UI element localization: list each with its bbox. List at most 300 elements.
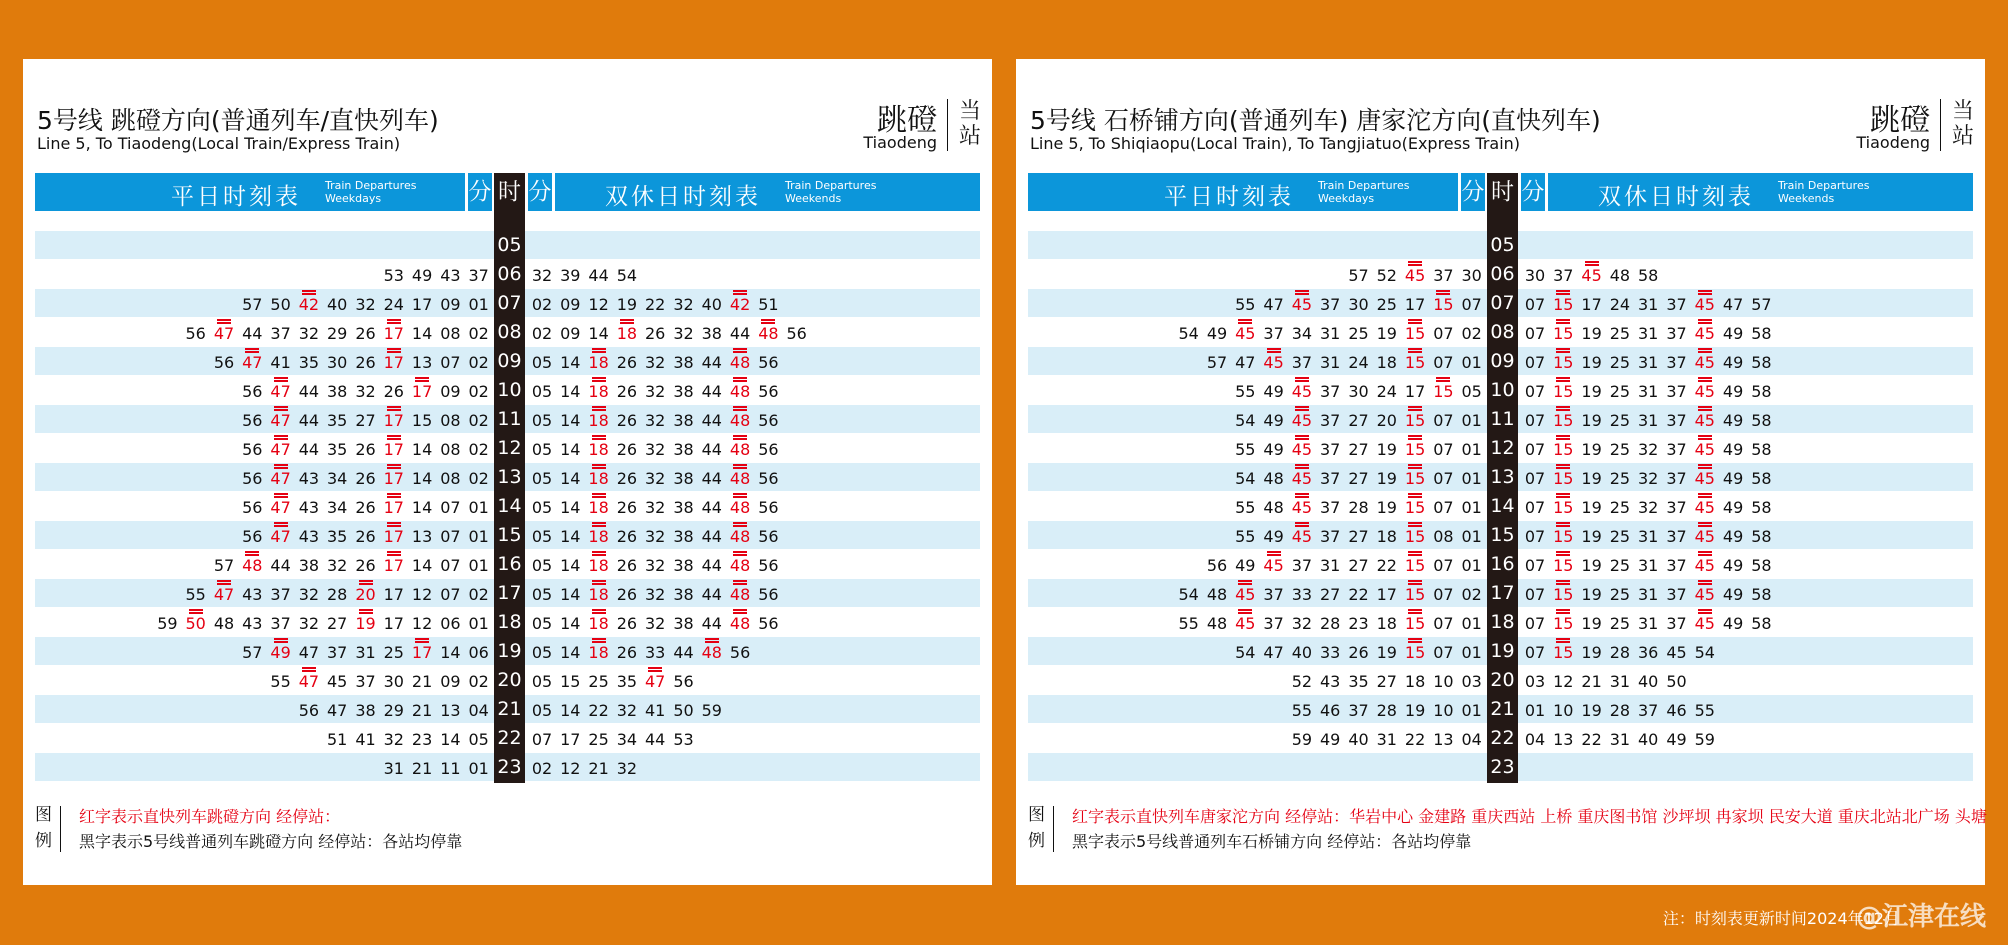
departure-minute: 08 — [440, 324, 461, 343]
express-departure-minute: 15 — [1543, 434, 1583, 463]
departure-minute: 05 — [531, 556, 553, 575]
weekday-banner — [35, 173, 465, 211]
departure-minute: 37 — [1638, 701, 1659, 720]
hour-label: 05 — [1490, 234, 1515, 256]
departure-minute: 56 — [213, 353, 235, 372]
departure-minute: 37 — [1666, 411, 1687, 430]
departure-minute: 51 — [327, 730, 348, 749]
departure-minute: 02 — [468, 585, 489, 604]
hour-label: 16 — [497, 553, 522, 575]
hour-label: 09 — [497, 350, 522, 372]
departure-minute: 35 — [327, 440, 348, 459]
departure-minute: 59 — [1291, 730, 1313, 749]
departure-minute: 37 — [355, 672, 376, 691]
weekend-title-cn: 双休日时刻表 — [605, 184, 761, 210]
departure-minute: 05 — [531, 643, 553, 662]
departure-minute: 28 — [1609, 643, 1631, 662]
departure-minute: 40 — [1638, 730, 1659, 749]
departure-minute: 59 — [1694, 730, 1715, 749]
departure-minute: 24 — [1609, 295, 1631, 314]
departure-minute: 05 — [468, 730, 489, 749]
departure-minute: 43 — [298, 527, 320, 546]
legend-heading: 图例 — [1028, 805, 1045, 851]
express-departure-minute: 45 — [1395, 260, 1435, 289]
express-departure-minute: 45 — [1282, 405, 1322, 434]
departure-minute: 31 — [1638, 556, 1659, 575]
departure-minute: 19 — [1581, 498, 1602, 517]
departure-minute: 01 — [468, 614, 489, 633]
hour-label: 14 — [497, 495, 522, 517]
departure-minute: 07 — [531, 730, 553, 749]
departure-minute: 17 — [383, 614, 404, 633]
departure-minute: 56 — [729, 643, 751, 662]
departure-minute: 37 — [270, 324, 291, 343]
hour-label: 08 — [497, 321, 522, 343]
express-departure-minute: 15 — [1543, 463, 1583, 492]
departure-minute: 56 — [758, 498, 779, 517]
express-departure-minute: 15 — [1395, 405, 1435, 434]
departure-minute: 57 — [1751, 295, 1772, 314]
express-departure-minute: 17 — [374, 347, 414, 376]
weekend-title-en: Train Departures Weekends — [1778, 179, 1870, 205]
departure-minute: 58 — [1751, 440, 1772, 459]
departure-minute: 38 — [673, 469, 694, 488]
hour-label: 13 — [1490, 466, 1515, 488]
departure-minute: 17 — [1404, 382, 1426, 401]
departure-minute: 30 — [327, 353, 348, 372]
departure-minute: 14 — [560, 614, 581, 633]
departure-minute: 01 — [1461, 440, 1482, 459]
departure-minute: 22 — [645, 295, 666, 314]
departure-minute: 02 — [468, 469, 489, 488]
departure-minute: 25 — [383, 643, 404, 662]
express-departure-minute: 45 — [1685, 289, 1725, 318]
departure-minute: 23 — [1348, 614, 1369, 633]
express-departure-minute: 45 — [1225, 579, 1265, 608]
weekday-minute-header: 分 — [1461, 173, 1485, 211]
departure-minute: 55 — [1235, 498, 1256, 517]
express-departure-minute: 15 — [1395, 318, 1435, 347]
departure-minute: 02 — [531, 295, 553, 314]
departure-minute: 49 — [1722, 411, 1744, 430]
hour-header: 时 — [498, 179, 521, 205]
departure-minute: 45 — [327, 672, 348, 691]
departure-minute: 32 — [645, 498, 666, 517]
departure-minute: 55 — [1235, 382, 1256, 401]
station-name-cn: 跳磴 — [877, 103, 937, 138]
departure-minute: 49 — [1722, 614, 1744, 633]
departure-minute: 09 — [440, 295, 461, 314]
express-departure-minute: 15 — [1395, 521, 1435, 550]
departure-minute: 03 — [1524, 672, 1546, 691]
departure-minute: 07 — [1433, 411, 1454, 430]
departure-minute: 30 — [1348, 382, 1369, 401]
departure-minute: 33 — [1320, 643, 1341, 662]
departure-minute: 44 — [701, 527, 722, 546]
express-departure-minute: 18 — [579, 434, 619, 463]
departure-minute: 49 — [1722, 324, 1744, 343]
departure-minute: 25 — [1609, 556, 1631, 575]
departure-minute: 14 — [560, 440, 581, 459]
departure-minute: 01 — [468, 759, 489, 778]
departure-minute: 26 — [616, 643, 638, 662]
departure-minute: 31 — [1638, 295, 1659, 314]
weekend-banner — [1548, 173, 1973, 211]
departure-minute: 17 — [411, 295, 433, 314]
departure-minute: 01 — [1461, 527, 1482, 546]
departure-minute: 56 — [758, 411, 779, 430]
express-departure-minute: 45 — [1685, 492, 1725, 521]
departure-minute: 26 — [355, 527, 376, 546]
departure-minute: 58 — [1751, 353, 1772, 372]
departure-minute: 02 — [531, 759, 553, 778]
departure-minute: 07 — [1524, 469, 1546, 488]
hour-label: 08 — [1490, 321, 1515, 343]
departure-minute: 26 — [355, 498, 376, 517]
watermark: @江津在线 — [1855, 902, 1986, 932]
departure-minute: 44 — [701, 353, 722, 372]
departure-minute: 31 — [1609, 672, 1631, 691]
hour-label: 22 — [497, 727, 522, 749]
departure-minute: 01 — [468, 295, 489, 314]
departure-minute: 19 — [1376, 440, 1397, 459]
express-departure-minute: 15 — [1395, 347, 1435, 376]
express-departure-minute: 15 — [1543, 521, 1583, 550]
departure-minute: 38 — [673, 411, 694, 430]
hour-label: 10 — [1490, 379, 1515, 401]
departure-minute: 47 — [1263, 295, 1284, 314]
departure-minute: 01 — [1461, 643, 1482, 662]
express-departure-minute: 15 — [1543, 550, 1583, 579]
express-departure-minute: 49 — [261, 637, 301, 666]
departure-minute: 37 — [1320, 440, 1341, 459]
departure-minute: 32 — [1291, 614, 1313, 633]
departure-minute: 19 — [1376, 643, 1397, 662]
departure-minute: 26 — [616, 585, 638, 604]
departure-minute: 32 — [645, 382, 666, 401]
express-departure-minute: 45 — [1685, 579, 1725, 608]
departure-minute: 32 — [531, 266, 553, 285]
express-departure-minute: 45 — [1225, 318, 1265, 347]
departure-minute: 56 — [758, 469, 779, 488]
departure-minute: 37 — [1320, 411, 1341, 430]
departure-minute: 12 — [411, 585, 433, 604]
hour-label: 23 — [1490, 756, 1515, 778]
departure-minute: 37 — [468, 266, 489, 285]
departure-minute: 07 — [1524, 382, 1546, 401]
departure-minute: 58 — [1751, 324, 1772, 343]
departure-minute: 31 — [355, 643, 376, 662]
departure-minute: 07 — [1461, 295, 1482, 314]
departure-minute: 02 — [468, 440, 489, 459]
departure-minute: 57 — [242, 295, 263, 314]
departure-minute: 56 — [758, 353, 779, 372]
weekend-title-cn: 双休日时刻表 — [1598, 184, 1754, 210]
departure-minute: 26 — [645, 324, 666, 343]
departure-minute: 48 — [1206, 614, 1228, 633]
departure-minute: 37 — [270, 614, 291, 633]
departure-minute: 32 — [383, 730, 404, 749]
express-departure-minute: 42 — [289, 289, 329, 318]
express-departure-minute: 47 — [261, 376, 301, 405]
departure-minute: 44 — [673, 643, 694, 662]
express-departure-minute: 45 — [1282, 463, 1322, 492]
express-departure-minute: 15 — [1543, 347, 1583, 376]
departure-minute: 57 — [1206, 353, 1228, 372]
current-station-tag: 当站 — [1951, 99, 1974, 149]
hour-label: 06 — [497, 263, 522, 285]
express-departure-minute: 45 — [1685, 463, 1725, 492]
departure-minute: 07 — [1433, 585, 1454, 604]
departure-minute: 32 — [1638, 498, 1659, 517]
hour-label: 07 — [1490, 292, 1515, 314]
express-departure-minute: 48 — [720, 492, 760, 521]
departure-minute: 40 — [327, 295, 348, 314]
departure-minute: 27 — [1348, 469, 1369, 488]
departure-minute: 56 — [758, 382, 779, 401]
departure-minute: 43 — [1320, 672, 1341, 691]
departure-minute: 56 — [242, 382, 263, 401]
departure-minute: 43 — [242, 585, 263, 604]
hour-label: 18 — [497, 611, 522, 633]
departure-minute: 04 — [468, 701, 489, 720]
departure-minute: 07 — [1524, 498, 1546, 517]
departure-minute: 01 — [1461, 556, 1482, 575]
departure-minute: 07 — [1524, 353, 1546, 372]
departure-minute: 49 — [1722, 556, 1744, 575]
departure-minute: 13 — [1553, 730, 1574, 749]
departure-minute: 14 — [411, 469, 433, 488]
departure-minute: 44 — [729, 324, 751, 343]
departure-minute: 13 — [411, 353, 433, 372]
departure-minute: 48 — [213, 614, 235, 633]
departure-minute: 56 — [242, 469, 263, 488]
departure-minute: 37 — [1320, 498, 1341, 517]
departure-minute: 37 — [1348, 701, 1369, 720]
express-departure-minute: 48 — [748, 318, 788, 347]
express-departure-minute: 45 — [1685, 521, 1725, 550]
departure-minute: 50 — [673, 701, 694, 720]
departure-minute: 10 — [1553, 701, 1574, 720]
departure-minute: 29 — [327, 324, 348, 343]
departure-minute: 27 — [327, 614, 348, 633]
departure-minute: 07 — [440, 585, 461, 604]
departure-minute: 56 — [758, 440, 779, 459]
departure-minute: 32 — [645, 469, 666, 488]
departure-minute: 13 — [440, 701, 461, 720]
hour-label: 15 — [497, 524, 522, 546]
departure-minute: 44 — [298, 411, 320, 430]
express-departure-minute: 18 — [579, 550, 619, 579]
departure-minute: 37 — [327, 643, 348, 662]
departure-minute: 22 — [1348, 585, 1369, 604]
departure-minute: 59 — [157, 614, 178, 633]
departure-minute: 37 — [270, 585, 291, 604]
departure-minute: 26 — [616, 353, 638, 372]
departure-minute: 07 — [440, 498, 461, 517]
departure-minute: 55 — [1235, 440, 1256, 459]
departure-minute: 43 — [298, 498, 320, 517]
express-departure-minute: 45 — [1254, 550, 1294, 579]
departure-minute: 37 — [1666, 295, 1687, 314]
departure-minute: 22 — [588, 701, 609, 720]
departure-minute: 58 — [1751, 527, 1772, 546]
departure-minute: 56 — [242, 527, 263, 546]
station-name-en: Tiaodeng — [863, 133, 937, 152]
express-departure-minute: 17 — [374, 318, 414, 347]
station-name-en: Tiaodeng — [1856, 133, 1930, 152]
departure-minute: 21 — [588, 759, 609, 778]
departure-minute: 54 — [1235, 411, 1256, 430]
departure-minute: 40 — [1638, 672, 1659, 691]
departure-minute: 22 — [1581, 730, 1602, 749]
departure-minute: 37 — [1666, 440, 1687, 459]
hour-label: 20 — [497, 669, 522, 691]
departure-minute: 37 — [1666, 498, 1687, 517]
departure-minute: 54 — [1235, 643, 1256, 662]
departure-minute: 31 — [1320, 324, 1341, 343]
departure-minute: 21 — [411, 759, 433, 778]
express-departure-minute: 48 — [692, 637, 732, 666]
departure-minute: 26 — [616, 440, 638, 459]
departure-minute: 26 — [355, 440, 376, 459]
departure-minute: 59 — [701, 701, 722, 720]
departure-minute: 28 — [1609, 701, 1631, 720]
departure-minute: 56 — [673, 672, 694, 691]
departure-minute: 19 — [1581, 556, 1602, 575]
express-departure-minute: 48 — [720, 405, 760, 434]
departure-minute: 11 — [440, 759, 461, 778]
departure-minute: 43 — [298, 469, 320, 488]
departure-minute: 53 — [383, 266, 404, 285]
departure-minute: 06 — [468, 643, 489, 662]
express-departure-minute: 45 — [1685, 318, 1725, 347]
departure-minute: 03 — [1461, 672, 1482, 691]
express-departure-minute: 48 — [720, 376, 760, 405]
departure-minute: 27 — [355, 411, 376, 430]
departure-minute: 58 — [1751, 411, 1772, 430]
departure-minute: 57 — [213, 556, 235, 575]
departure-minute: 35 — [327, 527, 348, 546]
departure-minute: 14 — [560, 498, 581, 517]
departure-minute: 30 — [1461, 266, 1482, 285]
departure-minute: 17 — [1404, 295, 1426, 314]
express-departure-minute: 15 — [1543, 289, 1583, 318]
departure-minute: 14 — [560, 556, 581, 575]
departure-minute: 56 — [242, 440, 263, 459]
departure-minute: 54 — [1694, 643, 1715, 662]
departure-minute: 52 — [1376, 266, 1397, 285]
express-departure-minute: 15 — [1395, 492, 1435, 521]
departure-minute: 34 — [327, 498, 348, 517]
departure-minute: 37 — [1320, 382, 1341, 401]
weekday-title-cn: 平日时刻表 — [171, 184, 301, 210]
departure-minute: 08 — [440, 469, 461, 488]
departure-minute: 12 — [411, 614, 433, 633]
express-departure-minute: 18 — [579, 637, 619, 666]
departure-minute: 28 — [1376, 701, 1397, 720]
departure-minute: 09 — [560, 295, 581, 314]
departure-minute: 19 — [1581, 527, 1602, 546]
departure-minute: 37 — [1320, 527, 1341, 546]
legend-express: 红字表示直快列车跳磴方向 经停站： — [79, 807, 341, 826]
departure-minute: 35 — [327, 411, 348, 430]
departure-minute: 43 — [440, 266, 461, 285]
departure-minute: 05 — [531, 469, 553, 488]
departure-minute: 37 — [1263, 585, 1284, 604]
departure-minute: 50 — [270, 295, 291, 314]
departure-minute: 19 — [1581, 382, 1602, 401]
departure-minute: 05 — [531, 382, 553, 401]
departure-minute: 14 — [560, 701, 581, 720]
departure-minute: 07 — [1524, 324, 1546, 343]
departure-minute: 14 — [411, 440, 433, 459]
departure-minute: 02 — [1461, 324, 1482, 343]
express-departure-minute: 18 — [579, 492, 619, 521]
departure-minute: 38 — [673, 556, 694, 575]
departure-minute: 32 — [673, 324, 694, 343]
departure-minute: 14 — [560, 643, 581, 662]
departure-minute: 56 — [298, 701, 320, 720]
express-departure-minute: 19 — [346, 608, 386, 637]
hour-label: 20 — [1490, 669, 1515, 691]
departure-minute: 27 — [1348, 440, 1369, 459]
departure-minute: 32 — [1638, 469, 1659, 488]
departure-minute: 07 — [1524, 643, 1546, 662]
express-departure-minute: 15 — [1395, 608, 1435, 637]
departure-minute: 31 — [1320, 556, 1341, 575]
departure-minute: 02 — [468, 382, 489, 401]
departure-minute: 37 — [1320, 469, 1341, 488]
departure-minute: 37 — [1553, 266, 1574, 285]
departure-minute: 28 — [327, 585, 348, 604]
express-departure-minute: 15 — [1543, 608, 1583, 637]
departure-minute: 14 — [560, 527, 581, 546]
departure-minute: 07 — [1433, 469, 1454, 488]
hour-label: 07 — [497, 292, 522, 314]
departure-minute: 49 — [1722, 498, 1744, 517]
hour-label: 11 — [1490, 408, 1515, 430]
hour-label: 23 — [497, 756, 522, 778]
legend-divider — [1053, 806, 1054, 852]
express-departure-minute: 15 — [1543, 637, 1583, 666]
weekday-banner — [1028, 173, 1458, 211]
hour-header: 时 — [1491, 179, 1514, 205]
departure-minute: 07 — [1433, 614, 1454, 633]
departure-minute: 44 — [645, 730, 666, 749]
express-departure-minute: 45 — [1685, 347, 1725, 376]
departure-minute: 35 — [616, 672, 638, 691]
departure-minute: 14 — [560, 469, 581, 488]
departure-minute: 19 — [1581, 411, 1602, 430]
departure-minute: 46 — [1666, 701, 1687, 720]
departure-minute: 49 — [1206, 324, 1228, 343]
departure-minute: 24 — [1348, 353, 1369, 372]
departure-minute: 07 — [1524, 527, 1546, 546]
departure-minute: 31 — [1638, 585, 1659, 604]
express-departure-minute: 17 — [402, 376, 442, 405]
departure-minute: 21 — [411, 701, 433, 720]
departure-minute: 48 — [1609, 266, 1631, 285]
legend-express: 红字表示直快列车唐家沱方向 经停站：华岩中心 金建路 重庆西站 上桥 重庆图书馆 沙坪坝 冉家坝 民安大道 重庆北站北广场 头塘 — [1072, 807, 1987, 826]
departure-minute: 32 — [1638, 440, 1659, 459]
departure-minute: 31 — [1320, 353, 1341, 372]
departure-minute: 13 — [1433, 730, 1454, 749]
departure-minute: 49 — [1263, 440, 1284, 459]
departure-minute: 14 — [560, 382, 581, 401]
departure-minute: 01 — [468, 527, 489, 546]
departure-minute: 49 — [1722, 585, 1744, 604]
